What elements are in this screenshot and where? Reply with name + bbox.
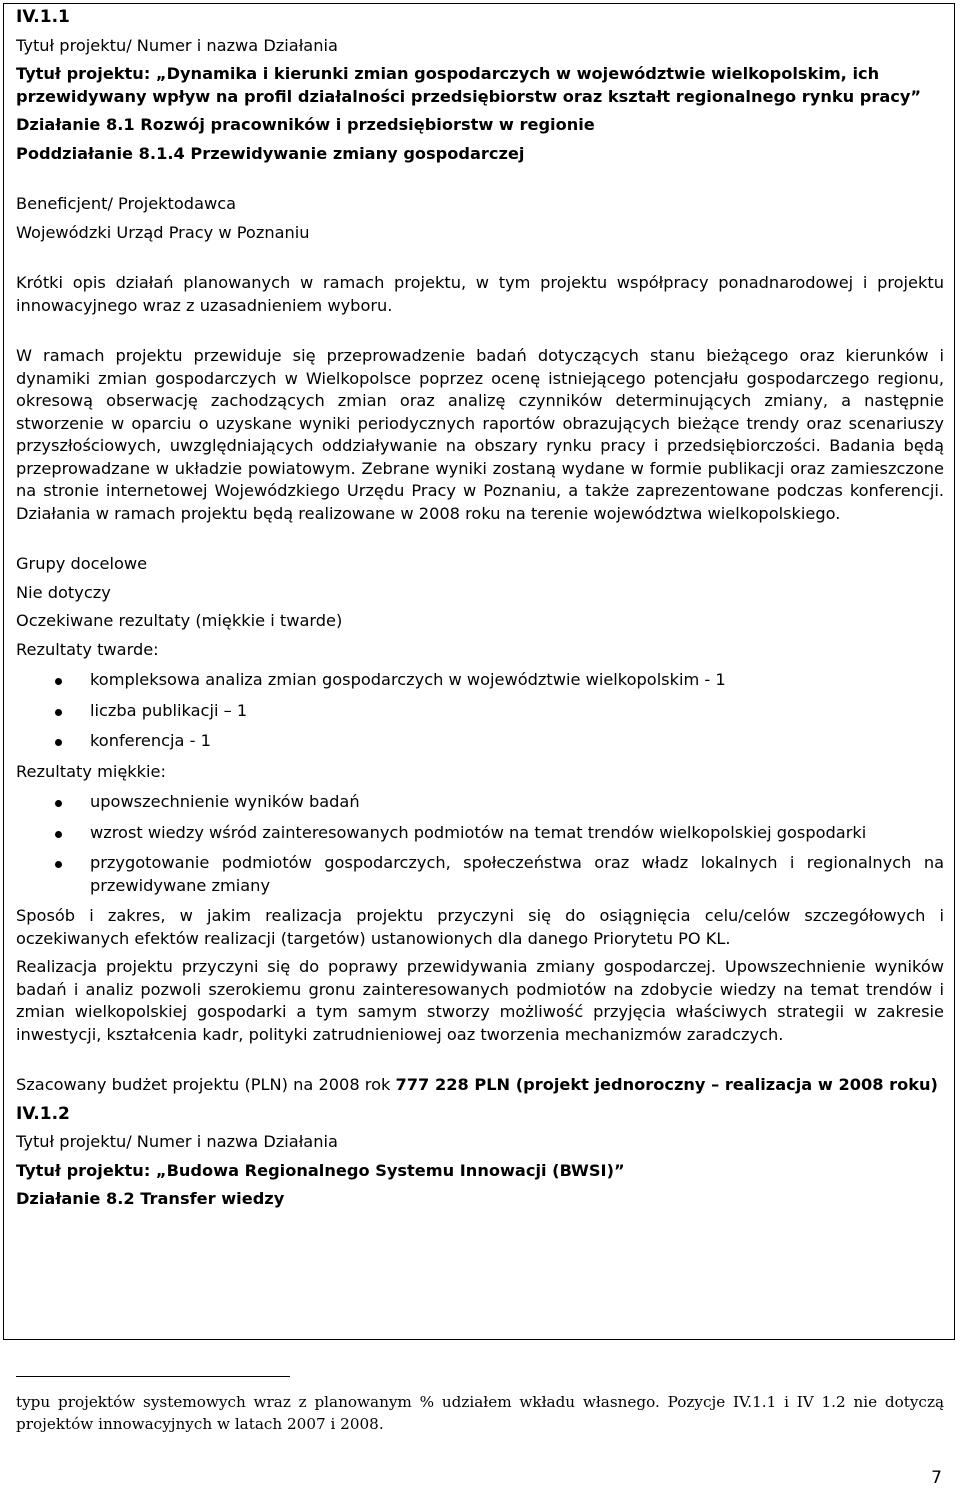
beneficiary-label: Beneficjent/ Projektodawca xyxy=(16,194,237,213)
list-item: przygotowanie podmiotów gospodarczych, społeczeństwa oraz władz lokalnych i regionalnych na przewidywane zmiany xyxy=(16,852,944,897)
target-groups-value: Nie dotyczy xyxy=(16,582,111,602)
target-groups-label: Grupy docelowe xyxy=(16,554,148,573)
project-title-label: Tytuł projektu/ Numer i nazwa Działania xyxy=(16,35,338,55)
project-title-label: Tytuł projektu/ Numer i nazwa Działania xyxy=(16,1132,338,1151)
action-heading: Działanie 8.1 Rozwój pracowników i przedsiębiorstw w regionie xyxy=(16,115,595,134)
footnote-divider xyxy=(16,1376,290,1377)
expected-results-label: Oczekiwane rezultaty (miękkie i twarde) xyxy=(16,611,343,630)
budget-line xyxy=(16,1074,944,1097)
budget-value: 777 228 PLN (projekt jednoroczny – realizacja w 2008 roku) xyxy=(395,1075,938,1094)
list-item: liczba publikacji – 1 xyxy=(16,700,944,723)
action-heading: Działanie 8.2 Transfer wiedzy xyxy=(16,1189,285,1208)
description-label: Krótki opis działań planowanych w ramach projektu, w tym projektu współpracy ponadnarodowej i projektu innowacyjnego wraz z uzasadnieniem wyboru. xyxy=(16,273,944,315)
soft-results-list xyxy=(16,791,944,897)
project-title: Tytuł projektu: „Dynamika i kierunki zmian gospodarczych w województwie wielkopolskim, ich przewidywany wpływ na profil działalności przedsiębiorstw oraz kształt regionalnego rynku pracy” xyxy=(16,64,922,106)
budget-label: Szacowany budżet projektu (PLN) na 2008 rok xyxy=(16,1075,391,1094)
hard-results-list xyxy=(16,669,944,753)
document-body xyxy=(16,6,944,1211)
description-text: W ramach projektu przewiduje się przeprowadzenie badań dotyczących stanu bieżącego oraz kierunków i dynamiki zmian gospodarczych w Wielkopolsce poprzez ocenę istniejącego potencjału gospodarczego regionu, okresową obserwację zachodzących zmian oraz analizę czynników determinujących zmiany, a następnie stworzenie w oparciu o uzyskane wyniki periodycznych raportów obrazujących bieżące trendy oraz scenariuszy przyszłościowych, uwzględniających oddziaływanie na obszary rynku pracy i przedsiębiorczości. Badania będą przeprowadzane w układzie powiatowym. Zebrane wyniki zostaną wydane w formie publikacji oraz zamieszczone na stronie internetowej Wojewódzkiego Urzędu Pracy w Poznaniu, a także zaprezentowane podczas konferencji. Działania w ramach projektu będą realizowane w 2008 roku na terenie województwa wielkopolskiego. xyxy=(16,346,944,523)
contribution-text: Realizacja projektu przyczyni się do poprawy przewidywania zmiany gospodarczej. Upowszechnienie wyników badań i analiz pozwoli szerokiemu gronu zainteresowanych podmiotów na zdobycie wiedzy na temat trendów i zmian wielkopolskiej gospodarki a tym samym stworzy możliwość przyjęcia właściwych strategii w zakresie inwestycji, kształcenia kadr, polityki zatrudnieniowej oaz tworzenia mechanizmów zaradczych. xyxy=(16,957,944,1044)
hard-results-label: Rezultaty twarde: xyxy=(16,639,159,659)
list-item: konferencja - 1 xyxy=(16,730,944,753)
footnote-text: typu projektów systemowych wraz z planowanym % udziałem wkładu własnego. Pozycje IV.1.1 i IV 1.2 nie dotyczą projektów innowacyjnych w latach 2007 i 2008. xyxy=(16,1393,944,1433)
project-title: Tytuł projektu: „Budowa Regionalnego Systemu Innowacji (BWSI)” xyxy=(16,1160,625,1180)
list-item: wzrost wiedzy wśród zainteresowanych podmiotów na temat trendów wielkopolskiej gospodarki xyxy=(16,822,944,845)
page-number: 7 xyxy=(931,1468,942,1488)
beneficiary-name: Wojewódzki Urząd Pracy w Poznaniu xyxy=(16,222,310,242)
subaction-heading: Poddziałanie 8.1.4 Przewidywanie zmiany gospodarczej xyxy=(16,143,525,163)
list-item: upowszechnienie wyników badań xyxy=(16,791,944,814)
section-number: IV.1.2 xyxy=(16,1103,70,1124)
contribution-label: Sposób i zakres, w jakim realizacja projektu przyczyni się do osiągnięcia celu/celów szczegółowych i oczekiwanych efektów realizacji (targetów) ustanowionych dla danego Priorytetu PO KL. xyxy=(16,906,944,948)
list-item: kompleksowa analiza zmian gospodarczych w województwie wielkopolskim - 1 xyxy=(16,669,944,692)
soft-results-label: Rezultaty miękkie: xyxy=(16,761,166,781)
section-number: IV.1.1 xyxy=(16,7,70,27)
